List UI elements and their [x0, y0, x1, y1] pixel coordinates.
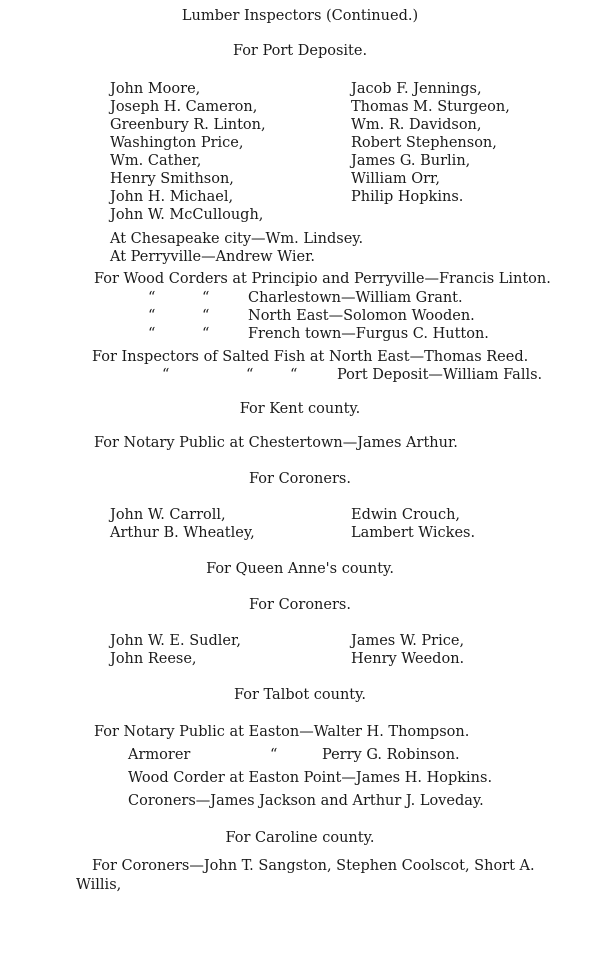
ditto-mark: “ — [270, 747, 278, 763]
armorer-label: Armorer — [128, 747, 191, 763]
ditto-mark: “ — [246, 367, 254, 383]
name-entry: Arthur B. Wheatley, — [110, 525, 255, 541]
chesapeake-entry: At Chesapeake city—Wm. Lindsey. — [110, 231, 364, 247]
name-entry: James G. Burlin, — [351, 153, 471, 169]
name-entry: Greenbury R. Linton, — [110, 117, 266, 133]
salted-fish-place: Port Deposit—William Falls. — [337, 367, 543, 383]
ditto-mark: “ — [202, 308, 210, 324]
section-heading-talbot: For Talbot county. — [233, 687, 367, 703]
kent-notary-entry: For Notary Public at Chestertown—James Arthur. — [94, 435, 458, 451]
ditto-mark: “ — [162, 367, 170, 383]
name-entry: John W. E. Sudler, — [110, 633, 241, 649]
caroline-coroners-entry: For Coroners—John T. Sangston, Stephen Coolscot, Short A. — [92, 858, 535, 874]
perryville-entry: At Perryville—Andrew Wier. — [110, 249, 316, 265]
wood-corders-entry: For Wood Corders at Principio and Perryville—Francis Linton. — [94, 271, 551, 287]
name-entry: John Reese, — [110, 651, 197, 667]
name-entry: John H. Michael, — [110, 189, 234, 205]
wood-corder-place: North East—Solomon Wooden. — [248, 308, 475, 324]
caroline-coroners-continued: Willis, — [76, 877, 122, 893]
ditto-mark: “ — [148, 290, 156, 306]
wood-corder-place: Charlestown—William Grant. — [248, 290, 463, 306]
section-heading-caroline: For Caroline county. — [225, 830, 375, 846]
name-entry: Joseph H. Cameron, — [110, 99, 258, 115]
name-entry: John W. Carroll, — [110, 507, 226, 523]
name-entry: Wm. R. Davidson, — [351, 117, 482, 133]
ditto-mark: “ — [202, 290, 210, 306]
section-heading-queen-annes: For Queen Anne's county. — [206, 561, 394, 577]
ditto-mark: “ — [148, 326, 156, 342]
name-entry: John W. McCullough, — [110, 207, 264, 223]
wood-corder-place: French town—Furgus C. Hutton. — [248, 326, 489, 342]
page-title: Lumber Inspectors (Continued.) — [181, 8, 419, 24]
wood-corder-easton-entry: Wood Corder at Easton Point—James H. Hopkins. — [128, 770, 493, 786]
ditto-mark: “ — [290, 367, 298, 383]
name-entry: Jacob F. Jennings, — [351, 81, 482, 97]
ditto-mark: “ — [148, 308, 156, 324]
name-entry: William Orr, — [351, 171, 440, 187]
ditto-mark: “ — [202, 326, 210, 342]
name-entry: James W. Price, — [351, 633, 465, 649]
armorer-name: Perry G. Robinson. — [322, 747, 460, 763]
name-entry: Thomas M. Sturgeon, — [351, 99, 510, 115]
name-entry: Lambert Wickes. — [351, 525, 476, 541]
section-heading-kent: For Kent county. — [239, 401, 361, 417]
name-entry: Washington Price, — [110, 135, 244, 151]
section-heading-port-deposite: For Port Deposite. — [232, 43, 368, 59]
talbot-notary-entry: For Notary Public at Easton—Walter H. Thompson. — [94, 724, 470, 740]
queen-annes-coroners-heading: For Coroners. — [249, 597, 351, 613]
name-entry: Henry Weedon. — [351, 651, 465, 667]
name-entry: Edwin Crouch, — [351, 507, 461, 523]
name-entry: Henry Smithson, — [110, 171, 234, 187]
kent-coroners-heading: For Coroners. — [249, 471, 351, 487]
talbot-coroners-entry: Coroners—James Jackson and Arthur J. Loveday. — [128, 793, 484, 809]
name-entry: Philip Hopkins. — [351, 189, 464, 205]
name-entry: Wm. Cather, — [110, 153, 202, 169]
name-entry: Robert Stephenson, — [351, 135, 497, 151]
salted-fish-entry: For Inspectors of Salted Fish at North East—Thomas Reed. — [92, 349, 529, 365]
name-entry: John Moore, — [110, 81, 201, 97]
